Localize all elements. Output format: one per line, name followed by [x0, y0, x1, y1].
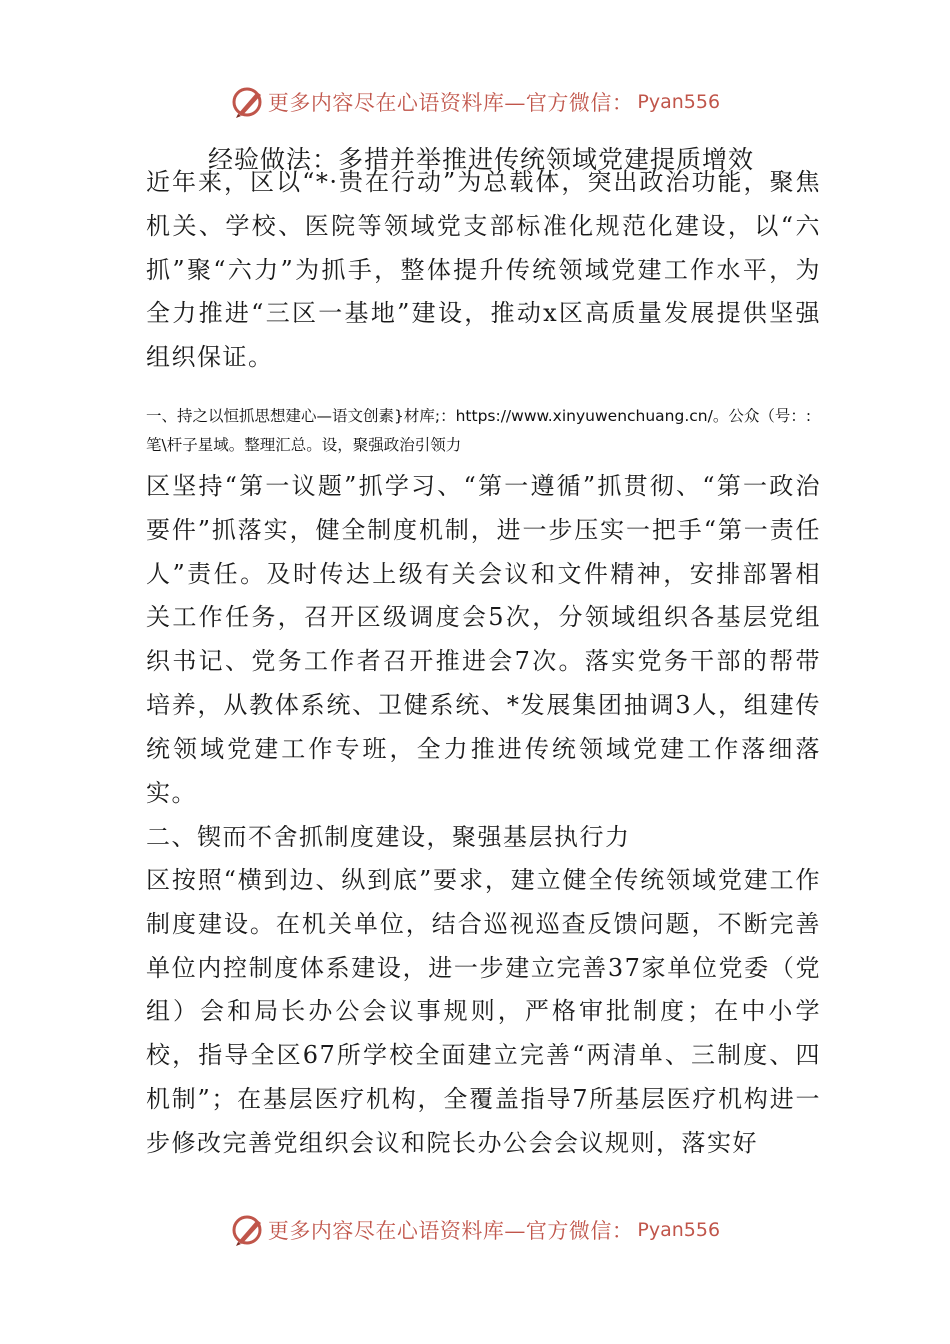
document-title: 经验做法：多措并举推进传统领域党建提质增效: [208, 145, 755, 174]
section2-heading: 二、锲而不舍抓制度建设，聚强基层执行力: [146, 823, 631, 851]
watermark-banner-top: [0, 82, 950, 122]
section1-heading: 一、持之以恒抓思想建心—语文创素}材库;：https://www.xinyuwenchuang.cn/。公众（号：:笔\杆子星域。整理汇总。设，聚强政治引领力: [146, 407, 812, 454]
pen-logo-icon: [230, 84, 266, 120]
watermark-banner-bottom: [0, 1210, 950, 1250]
pen-logo-icon: [230, 1212, 266, 1248]
section2-body: 区按照“横到边、纵到底”要求，建立健全传统领域党建工作制度建设。在机关单位，结合巡视巡查反馈问题，不断完善单位内控制度体系建设，进一步建立完善37家单位党委（党组）会和局长办公会议事规则，严格审批制度；在中小学校，指导全区67所学校全面建立完善“两清单、三制度、四机制”；在基层医疗机构，全覆盖指导7所基层医疗机构进一步修改完善党组织会议和院长办公会会议规则，落实好: [146, 866, 821, 1157]
section1-body: 区坚持“第一议题”抓学习、“第一遵循”抓贯彻、“第一政治要件”抓落实，健全制度机制，进一步压实一把手“第一责任人”责任。及时传达上级有关会议和文件精神，安排部署相关工作任务，召开区级调度会5次，分领域组织各基层党组织书记、党务工作者召开推进会7次。落实党务干部的帮带培养，从教体系统、卫健系统、*发展集团抽调3人，组建传统领域党建工作专班，全力推进传统领域党建工作落细落实。: [146, 472, 821, 807]
watermark-text: 更多内容尽在心语资料库—官方微信：: [267, 1219, 634, 1243]
watermark-brand: Pyan556: [637, 1219, 721, 1241]
watermark-brand: Pyan556: [637, 91, 721, 113]
intro-paragraph: 近年来，区以“*·贵在行动”为总载体，突出政治功能，聚焦机关、学校、医院等领域党支部标准化规范化建设，以“六抓”聚“六力”为抓手，整体提升传统领域党建工作水平，为全力推进“三区一基地”建设，推动x区高质量发展提供坚强组织保证。: [146, 168, 821, 372]
watermark-text: 更多内容尽在心语资料库—官方微信：: [267, 91, 634, 115]
